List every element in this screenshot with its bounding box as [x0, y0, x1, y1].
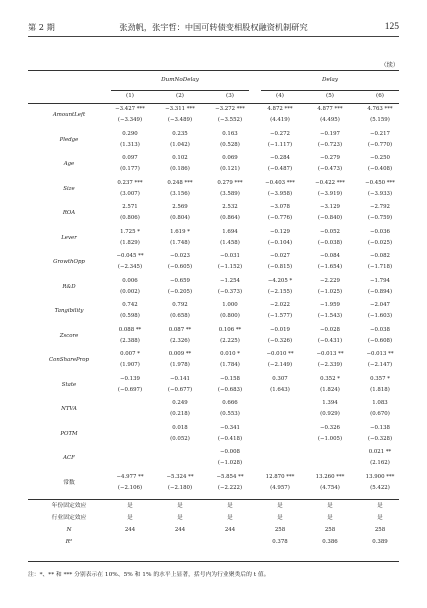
- footer-cell: 是: [177, 503, 183, 509]
- issue-label: 第 2 期: [28, 22, 55, 32]
- table-note: 注：*、** 和 *** 分别表示在 10%、5% 和 1% 的水平上显著，括号内为行业聚类后的 t 值。: [28, 572, 270, 578]
- coefficient-cell: −0.038: [370, 326, 390, 333]
- coefficient-cell: 2.571: [122, 204, 138, 210]
- t-stat-cell: (−1.025): [317, 288, 343, 295]
- footer-cell: 是: [127, 503, 133, 509]
- coefficient-cell: −3.427 ***: [115, 106, 145, 112]
- footer-cell: 是: [227, 503, 233, 509]
- t-stat-cell: (0.670): [370, 411, 390, 417]
- t-stat-cell: (−0.418): [217, 435, 243, 442]
- coefficient-cell: 1.000: [222, 302, 238, 308]
- coefficient-cell: −0.023: [170, 253, 190, 259]
- coefficient-cell: 1.619 *: [170, 228, 190, 235]
- t-stat-cell: (1.978): [170, 362, 190, 368]
- footer-cell: 244: [224, 527, 236, 533]
- coefficient-cell: 0.742: [122, 302, 138, 308]
- coefficient-cell: −5.854 **: [216, 473, 244, 480]
- column-number: (4): [276, 93, 284, 99]
- footer-cell: 是: [277, 503, 283, 509]
- t-stat-cell: (−0.328): [367, 435, 393, 442]
- t-stat-cell: (2.326): [170, 337, 190, 344]
- coefficient-cell: 0.666: [222, 400, 238, 406]
- coefficient-cell: −5.324 **: [166, 473, 194, 480]
- coefficient-cell: −0.008: [220, 449, 240, 455]
- coefficient-cell: 2.532: [222, 204, 238, 210]
- t-stat-cell: (0.218): [170, 411, 190, 417]
- coefficient-cell: −0.279: [320, 155, 340, 161]
- coefficient-cell: 0.279 ***: [217, 179, 243, 186]
- header-bottom-rule: [28, 103, 399, 104]
- variable-name: POTM: [60, 430, 78, 437]
- coefficient-cell: 4.763 ***: [367, 106, 393, 112]
- variable-name: Lever: [61, 234, 77, 241]
- t-stat-cell: (−2.222): [217, 484, 243, 491]
- body-bottom-rule: [28, 499, 399, 500]
- t-stat-cell: (0.528): [220, 141, 240, 148]
- t-stat-cell: (−2.339): [317, 362, 343, 368]
- footer-row-label: N: [66, 527, 72, 533]
- variable-name: 常数: [63, 479, 75, 486]
- t-stat-cell: (−0.038): [317, 239, 343, 246]
- coefficient-cell: 0.792: [172, 302, 188, 308]
- variable-name: ConShareProp: [49, 357, 89, 363]
- t-stat-cell: (−0.683): [217, 386, 243, 393]
- coefficient-cell: −0.272: [270, 130, 290, 137]
- coefficient-cell: −0.139: [120, 375, 140, 382]
- footer-cell: 是: [127, 515, 133, 521]
- t-stat-cell: (1.313): [120, 141, 140, 148]
- coefficient-cell: −0.052: [320, 228, 340, 235]
- coefficient-cell: −0.019: [270, 326, 290, 333]
- t-stat-cell: (−2.149): [267, 362, 293, 368]
- t-stat-cell: (0.186): [170, 166, 190, 172]
- footer-cell: 244: [124, 527, 136, 533]
- footer-cell: 是: [327, 515, 333, 521]
- t-stat-cell: (−2.155): [267, 288, 293, 295]
- running-title: 张劲帆，张宇哲：中国可转债变相股权融资机制研究: [119, 22, 308, 32]
- footer-cell: 是: [177, 515, 183, 521]
- t-stat-cell: (−1.117): [267, 141, 293, 148]
- coefficient-cell: 0.249: [172, 400, 188, 406]
- coefficient-cell: −0.284: [270, 155, 290, 161]
- continued-label: （续）: [380, 62, 399, 69]
- t-stat-cell: (5.422): [370, 484, 390, 491]
- coefficient-cell: 12.870 ***: [265, 473, 295, 480]
- group-header-delay: Delay: [321, 77, 339, 83]
- t-stat-cell: (0.864): [220, 215, 240, 221]
- t-stat-cell: (−3.489): [167, 117, 193, 123]
- variable-name: Pledge: [59, 136, 79, 143]
- footer-cell: 是: [377, 503, 383, 509]
- coefficient-cell: −1.794: [370, 277, 390, 284]
- t-stat-cell: (−1.577): [267, 313, 293, 319]
- t-stat-cell: (3.589): [220, 190, 240, 197]
- coefficient-cell: 0.007 *: [120, 351, 140, 357]
- coefficient-cell: −2.022: [270, 302, 290, 308]
- t-stat-cell: (3.007): [120, 190, 140, 197]
- coefficient-cell: 13.900 ***: [365, 473, 395, 480]
- t-stat-cell: (−1.603): [367, 313, 393, 319]
- t-stat-cell: (1.643): [270, 386, 290, 393]
- variable-name: R&D: [62, 283, 76, 290]
- t-stat-cell: (0.806): [120, 215, 140, 221]
- t-stat-cell: (−3.552): [217, 117, 243, 123]
- coefficient-cell: −0.084: [320, 253, 340, 259]
- coefficient-cell: 0.021 **: [368, 449, 392, 455]
- coefficient-cell: −0.031: [220, 253, 240, 259]
- table-bottom-rule: [28, 561, 399, 562]
- variable-name: State: [61, 381, 77, 388]
- t-stat-cell: (1.907): [120, 362, 140, 368]
- t-stat-cell: (2.162): [370, 460, 390, 466]
- variable-name: ACF: [63, 455, 75, 461]
- t-stat-cell: (−0.608): [367, 337, 393, 344]
- t-stat-cell: (1.748): [170, 239, 190, 246]
- page-header: [28, 22, 399, 36]
- coefficient-cell: 0.357 *: [370, 375, 390, 382]
- coefficient-cell: −0.326: [320, 424, 340, 431]
- t-stat-cell: (−1.718): [367, 264, 393, 270]
- coefficient-cell: 0.106 **: [218, 326, 242, 333]
- coefficient-cell: −0.422 ***: [315, 179, 345, 186]
- t-stat-cell: (−0.840): [317, 215, 343, 221]
- coefficient-cell: −0.129: [270, 228, 290, 235]
- footer-cell: 258: [274, 527, 286, 533]
- t-stat-cell: (−1.654): [317, 264, 343, 270]
- coefficient-cell: 0.307: [272, 375, 288, 382]
- t-stat-cell: (4.754): [320, 484, 340, 491]
- t-stat-cell: (−0.473): [317, 166, 343, 172]
- column-number: (3): [226, 93, 234, 99]
- t-stat-cell: (−0.025): [367, 239, 393, 246]
- t-stat-cell: (1.458): [220, 239, 240, 246]
- header-rule: [28, 36, 399, 37]
- coefficient-cell: −0.010 **: [266, 351, 294, 357]
- coefficient-cell: 4.872 ***: [267, 106, 293, 112]
- t-stat-cell: (0.800): [220, 313, 240, 319]
- coefficient-cell: 0.290: [122, 130, 138, 137]
- t-stat-cell: (−0.104): [267, 239, 293, 246]
- coefficient-cell: −0.158: [220, 375, 240, 382]
- t-stat-cell: (−1.152): [217, 264, 243, 270]
- coefficient-cell: −0.045 **: [116, 253, 144, 259]
- table-top-rule: [28, 70, 399, 71]
- coefficient-cell: 0.018: [172, 424, 188, 431]
- t-stat-cell: (−0.776): [267, 215, 293, 221]
- coefficient-cell: 0.010 *: [220, 351, 240, 357]
- variable-name: GrowthOpp: [53, 259, 85, 265]
- coefficient-cell: 4.877 ***: [317, 106, 343, 112]
- group-rule-delay: [261, 90, 399, 91]
- t-stat-cell: (−0.770): [367, 141, 393, 148]
- variable-name: Zscore: [59, 332, 79, 339]
- t-stat-cell: (−0.723): [317, 141, 343, 148]
- coefficient-cell: 0.088 **: [118, 326, 142, 333]
- group-rule-dumnodelay: [111, 90, 249, 91]
- coefficient-cell: −0.138: [370, 424, 390, 431]
- t-stat-cell: (−2.180): [167, 484, 193, 491]
- coefficient-cell: 2.569: [172, 204, 188, 210]
- variable-name: NTVA: [61, 406, 77, 412]
- footer-cell: 是: [277, 515, 283, 521]
- footer-cell: 0.386: [322, 539, 338, 545]
- t-stat-cell: (−2.106): [117, 484, 143, 491]
- coefficient-cell: −3.311 ***: [165, 106, 195, 112]
- column-number: (1): [126, 93, 134, 99]
- coefficient-cell: −4.205 *: [267, 277, 293, 284]
- t-stat-cell: (0.658): [170, 313, 190, 319]
- coefficient-cell: −1.959: [320, 302, 340, 308]
- variable-name: Tangibility: [54, 308, 84, 314]
- group-header-dumnodelay: DumNoDelay: [161, 77, 199, 83]
- t-stat-cell: (−3.349): [117, 117, 143, 123]
- footer-cell: 258: [374, 527, 386, 533]
- t-stat-cell: (−0.487): [267, 166, 293, 172]
- t-stat-cell: (1.784): [220, 362, 240, 368]
- t-stat-cell: (−2.345): [117, 264, 143, 270]
- footer-row-label: 行业固定效应: [51, 515, 87, 521]
- t-stat-cell: (0.002): [120, 288, 140, 295]
- t-stat-cell: (4.419): [270, 117, 290, 123]
- t-stat-cell: (0.121): [220, 166, 240, 172]
- t-stat-cell: (1.818): [370, 386, 390, 393]
- footer-cell: 258: [324, 527, 336, 533]
- t-stat-cell: (−0.759): [367, 215, 393, 221]
- coefficient-cell: 0.237 ***: [117, 179, 143, 186]
- t-stat-cell: (0.598): [120, 313, 140, 319]
- column-number: (2): [176, 93, 184, 99]
- coefficient-cell: −1.254: [220, 277, 240, 284]
- t-stat-cell: (−0.326): [267, 337, 293, 344]
- coefficient-cell: −0.250: [370, 155, 390, 161]
- coefficient-cell: −0.450 ***: [365, 179, 395, 186]
- footer-cell: 0.378: [272, 539, 288, 545]
- footer-row-label: R²: [65, 539, 73, 545]
- column-number: (6): [376, 93, 384, 99]
- coefficient-cell: −0.217: [370, 130, 390, 137]
- variable-name: Size: [63, 185, 75, 192]
- coefficient-cell: 13.260 ***: [315, 473, 345, 480]
- coefficient-cell: 0.006: [122, 277, 138, 284]
- t-stat-cell: (4.495): [320, 117, 340, 123]
- coefficient-cell: 0.235: [172, 130, 188, 137]
- footer-cell: 是: [377, 515, 383, 521]
- t-stat-cell: (0.052): [170, 435, 190, 442]
- coefficient-cell: 0.248 ***: [167, 179, 193, 186]
- column-number: (5): [326, 93, 334, 99]
- coefficient-cell: 0.069: [222, 155, 238, 161]
- t-stat-cell: (2.225): [220, 337, 240, 344]
- variable-name: Age: [63, 161, 75, 167]
- page-number: 125: [384, 22, 399, 32]
- coefficient-cell: 1.694: [222, 228, 238, 235]
- t-stat-cell: (−2.147): [367, 362, 393, 368]
- coefficient-cell: 0.087 **: [168, 326, 192, 333]
- coefficient-cell: 1.394: [322, 400, 338, 406]
- coefficient-cell: −0.659: [170, 277, 190, 284]
- coefficient-cell: −3.272 ***: [215, 106, 245, 112]
- coefficient-cell: −2.792: [370, 204, 390, 210]
- t-stat-cell: (0.929): [320, 411, 340, 417]
- t-stat-cell: (−3.933): [367, 190, 393, 197]
- coefficient-cell: −0.197: [320, 130, 340, 137]
- coefficient-cell: −0.013 **: [366, 351, 394, 357]
- t-stat-cell: (−0.677): [167, 386, 193, 393]
- coefficient-cell: 0.102: [172, 155, 188, 161]
- coefficient-cell: −0.141: [170, 375, 190, 382]
- t-stat-cell: (−0.697): [117, 386, 143, 393]
- coefficient-cell: −0.027: [270, 253, 290, 259]
- variable-name: ROA: [62, 210, 76, 216]
- t-stat-cell: (1.824): [320, 386, 340, 393]
- t-stat-cell: (−0.408): [367, 166, 393, 172]
- coefficient-cell: 1.083: [372, 400, 388, 406]
- coefficient-cell: −0.082: [370, 253, 390, 259]
- coefficient-cell: −2.229: [320, 277, 340, 284]
- footer-cell: 是: [327, 503, 333, 509]
- coefficient-cell: 0.352 *: [320, 375, 340, 382]
- t-stat-cell: (−3.919): [317, 190, 343, 197]
- t-stat-cell: (−1.543): [317, 313, 343, 319]
- coefficient-cell: 1.725 *: [120, 228, 140, 235]
- coefficient-cell: 0.097: [122, 155, 138, 161]
- t-stat-cell: (−0.373): [217, 288, 243, 295]
- coefficient-cell: 0.009 **: [168, 351, 192, 357]
- t-stat-cell: (1.042): [170, 141, 190, 148]
- footer-cell: 0.389: [372, 539, 388, 545]
- t-stat-cell: (−0.815): [267, 264, 293, 270]
- variable-name: AmountLeft: [52, 112, 86, 118]
- t-stat-cell: (1.829): [120, 239, 140, 246]
- t-stat-cell: (0.177): [120, 166, 140, 172]
- t-stat-cell: (0.804): [170, 215, 190, 221]
- t-stat-cell: (−1.028): [217, 460, 243, 466]
- coefficient-cell: −2.047: [370, 302, 390, 308]
- coefficient-cell: −0.341: [220, 424, 240, 431]
- coefficient-cell: −3.129: [320, 204, 340, 210]
- t-stat-cell: (−1.005): [317, 435, 343, 442]
- footer-cell: 244: [174, 527, 186, 533]
- footer-row-label: 年份固定效应: [51, 503, 87, 509]
- t-stat-cell: (−0.205): [167, 288, 193, 295]
- t-stat-cell: (0.553): [220, 411, 240, 417]
- coefficient-cell: −4.977 **: [116, 473, 144, 480]
- t-stat-cell: (4.957): [270, 484, 290, 491]
- coefficient-cell: −0.013 **: [316, 351, 344, 357]
- coefficient-cell: −3.078: [270, 204, 290, 210]
- t-stat-cell: (−0.894): [367, 288, 393, 295]
- t-stat-cell: (−3.958): [267, 190, 293, 197]
- t-stat-cell: (3.156): [170, 190, 190, 197]
- t-stat-cell: (−0.431): [317, 337, 343, 344]
- coefficient-cell: −0.028: [320, 326, 340, 333]
- t-stat-cell: (2.388): [120, 337, 140, 344]
- coefficient-cell: −0.036: [370, 228, 390, 235]
- footer-cell: 是: [227, 515, 233, 521]
- t-stat-cell: (5.159): [370, 117, 390, 123]
- coefficient-cell: −0.403 ***: [265, 179, 295, 186]
- t-stat-cell: (−0.605): [167, 264, 193, 270]
- coefficient-cell: 0.163: [222, 130, 238, 137]
